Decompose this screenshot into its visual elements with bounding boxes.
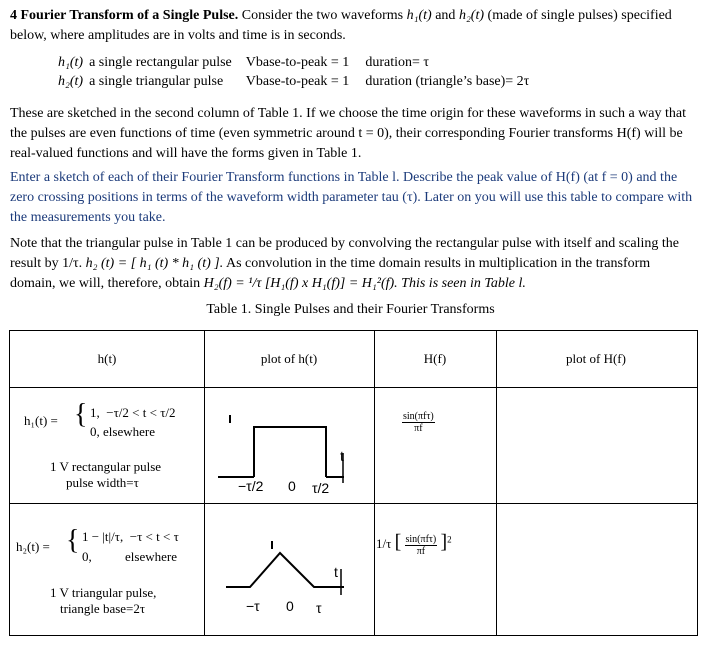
- problem-number: 4: [10, 8, 17, 23]
- table-caption: Table 1. Single Pulses and their Fourier Transforms: [206, 302, 495, 317]
- spec-name: h₁(t): [58, 55, 84, 70]
- tri-label-pos: τ: [316, 600, 322, 616]
- h2-label-1: 1 V triangular pulse,: [50, 585, 157, 600]
- rect-label-neg: −τ/2: [238, 478, 264, 494]
- sketch-layer: [10, 331, 697, 635]
- problem-intro: [10, 6, 694, 46]
- spec-vpp-value: = 1: [330, 55, 350, 70]
- paragraph-1: These are sketched in the second column of Table 1. If we choose the time origin for these waveforms in such a way that the pulses are even functions of time (even symmetric around t = 0), their corresponding Fourier transforms H(f) will be real-valued functions and will have the forms given in Table 1.: [10, 106, 686, 161]
- h2-lhs: h₂(t) =: [16, 539, 50, 554]
- header-H-of-f: H(f): [423, 351, 447, 366]
- H1-numerator: sin(πfτ): [403, 411, 434, 422]
- problem-title: Fourier Transform of a Single Pulse.: [20, 8, 239, 23]
- tri-pulse-shape: [226, 553, 344, 587]
- h2-case2-condition: elsewhere: [125, 549, 177, 564]
- spec-row-h2: [58, 74, 535, 93]
- spec-vpp-value: = 1: [330, 74, 350, 89]
- h2-case1-condition: −τ < t < τ: [129, 529, 179, 544]
- H2-left-bracket: [: [394, 531, 402, 553]
- H2-prefactor: 1/τ: [376, 536, 392, 551]
- h1-case2: 0, elsewhere: [90, 424, 155, 439]
- tri-pulse-plot: [226, 541, 344, 595]
- h1-label-2: pulse width=τ: [66, 475, 139, 490]
- spec-duration: duration (triangle’s base)= 2τ: [365, 74, 530, 89]
- h2-case2-value: 0,: [82, 549, 92, 564]
- h1-symbol: h₁(t): [406, 8, 432, 23]
- h2-label-2: triangle base=2τ: [60, 601, 146, 616]
- rect-pulse-shape: [254, 427, 326, 477]
- spec-vpp-label: Vbase-to-peak: [245, 55, 328, 70]
- para3-part-b: h₂ (t) = [ h₁ (t) * h₁ (t) ].: [85, 256, 224, 271]
- h1-case1-value: 1,: [90, 405, 100, 420]
- tri-label-neg: −τ: [246, 598, 260, 614]
- para3-part-a: Note that the triangular pulse in Table 1 can be produced by convolving the rectangular pulse with itself and scaling the result by 1/τ.: [10, 236, 680, 271]
- spec-vpp-label: Vbase-to-peak: [245, 74, 328, 89]
- h1-brace: {: [74, 399, 88, 430]
- H2-numerator: sin(πfτ): [405, 533, 437, 545]
- rect-label-pos: τ/2: [312, 480, 330, 496]
- intro-text-a: Consider the two waveforms: [241, 8, 404, 23]
- header-plot-H: plot of H(f): [566, 351, 626, 366]
- H1-denominator: πf: [414, 423, 423, 434]
- h1-label-1: 1 V rectangular pulse: [50, 459, 162, 474]
- para3-part-c: As convolution in the time domain results in multiplication in the transform domain, we will, therefore, obtain: [10, 256, 651, 291]
- paragraph-3: [10, 234, 694, 294]
- spec-desc: a single triangular pulse: [89, 74, 224, 89]
- waveform-spec-table: [58, 55, 535, 93]
- header-plot-h: plot of h(t): [260, 351, 318, 366]
- spec-row-h1: [58, 55, 535, 74]
- rect-pulse-plot: [218, 415, 344, 483]
- tri-label-t: t: [334, 564, 338, 580]
- H2-exponent: 2: [447, 534, 452, 545]
- spec-name: h₂(t): [58, 74, 84, 89]
- h1-lhs: h₁(t) =: [24, 413, 58, 428]
- tri-label-zero: 0: [286, 598, 294, 614]
- header-h-of-t: h(t): [97, 351, 117, 366]
- rect-label-t: t: [340, 448, 344, 464]
- intro-text-b: (made of single pulses) specified below, where amplitudes are in volts and time is in seconds.: [10, 8, 672, 43]
- spec-desc: a single rectangular pulse: [89, 55, 232, 70]
- H2-denominator: πf: [416, 545, 426, 557]
- spec-duration: duration= τ: [365, 55, 429, 70]
- h2-brace: {: [66, 525, 80, 556]
- intro-and: and: [435, 8, 456, 23]
- H2-right-bracket: ]: [440, 531, 448, 553]
- para3-part-d: H₂(f) = ¹/τ [H₁(f) x H₁(f)] = H₁²(f). This is seen in Table l.: [203, 276, 526, 291]
- rect-label-zero: 0: [288, 478, 296, 494]
- paragraph-2-instructions: Enter a sketch of each of their Fourier Transform functions in Table l. Describe the peak value of H(f) (at f = 0) and the zero crossing positions in terms of the waveform width parameter tau (τ). Later on you will use this table to compare with the measurements you take.: [10, 170, 693, 225]
- h2-case1-value: 1 − |t|/τ,: [82, 529, 124, 544]
- h1-case1-condition: −τ/2 < t < τ/2: [106, 405, 176, 420]
- fourier-table: [9, 330, 698, 636]
- h2-symbol: h₂(t): [458, 8, 485, 23]
